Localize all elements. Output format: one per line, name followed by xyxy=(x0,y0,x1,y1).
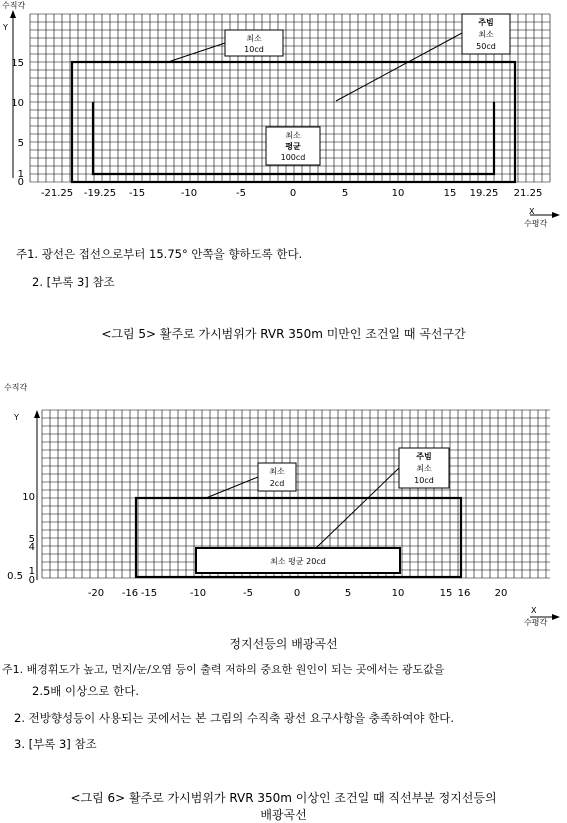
leader-line xyxy=(336,33,462,101)
x-tick-label: 0 xyxy=(289,188,297,199)
y-tick-label: 5 xyxy=(28,534,35,545)
y-arrowhead-icon xyxy=(10,10,16,18)
figure-5-note-1: 주1. 광선은 접선으로부터 15.75° 안쪽을 향하도록 한다. xyxy=(16,247,303,261)
y-tick-label: 10 xyxy=(11,98,24,109)
figure-5-diagram xyxy=(0,0,567,230)
label-text: 최소 xyxy=(246,34,262,43)
figure-6-diagram xyxy=(0,380,567,630)
y-axis-letter: Y xyxy=(3,23,8,32)
x-tick-label: 20 xyxy=(494,588,508,599)
x-tick-label: -10 xyxy=(189,588,207,599)
x-tick-label: -10 xyxy=(180,188,198,199)
leader-line xyxy=(316,468,399,548)
x-tick-label: 16 xyxy=(457,588,471,599)
figure-6-svg xyxy=(0,380,567,630)
label-text: 50cd xyxy=(476,42,496,51)
figure-6-note-3: 3. [부록 3] 참조 xyxy=(14,737,97,751)
y-arrowhead-icon xyxy=(34,410,40,418)
y-tick-label: 5 xyxy=(17,138,24,149)
x-tick-label: 15 xyxy=(443,188,457,199)
x-tick-label: 15 xyxy=(439,588,453,599)
x-axis-letter: X xyxy=(529,207,535,216)
x-tick-label: -21.25 xyxy=(40,188,74,199)
label-text: 최소 xyxy=(269,467,285,476)
label-text: 최소 xyxy=(416,464,432,473)
y-axis-title: 수직각 xyxy=(2,1,26,10)
x-tick-label: 10 xyxy=(391,588,405,599)
y-axis-title: 수직각 xyxy=(4,383,28,392)
figure-5-svg xyxy=(0,0,567,230)
x-tick-label: -5 xyxy=(236,188,246,199)
label-text: 100cd xyxy=(280,153,306,162)
figure-6-subtitle: 정지선등의 배광곡선 xyxy=(229,637,338,651)
x-axis-title: 수평각 xyxy=(524,618,548,627)
y-tick-label: 15 xyxy=(11,58,24,69)
x-tick-label: 10 xyxy=(391,188,405,199)
y-tick-label: 4 xyxy=(28,542,35,553)
x-tick-label: -20 xyxy=(87,588,105,599)
x-tick-label: -19.25 xyxy=(83,188,117,199)
x-tick-label: -5 xyxy=(243,588,253,599)
y-tick-label: 1 xyxy=(28,566,35,577)
x-tick-label: 19.25 xyxy=(469,188,499,199)
y-tick-label: 0 xyxy=(17,177,24,188)
label-text: 2cd xyxy=(269,479,285,488)
figure-5-caption: <그림 5> 활주로 가시범위가 RVR 350m 미만인 조건일 때 곡선구간 xyxy=(101,327,466,341)
label-text: 주빔 xyxy=(478,18,494,27)
figure-6-note-1: 주1. 배경휘도가 높고, 먼지/눈/오염 등이 출력 저하의 중요한 원인이 되는 곳에서는 광도값을 xyxy=(2,663,445,676)
x-axis-title: 수평각 xyxy=(524,219,548,228)
x-tick-label: -15 xyxy=(128,188,146,199)
figure-6-caption-line-2: 배광곡선 xyxy=(260,808,307,822)
label-text: 최소 xyxy=(285,131,301,140)
x-tick-label: 0 xyxy=(293,588,301,599)
x-axis-letter: X xyxy=(531,606,537,615)
y-tick-label: 10 xyxy=(22,492,35,503)
x-tick-label: -15 xyxy=(140,588,158,599)
x-tick-label: 5 xyxy=(341,188,349,199)
y-tick-label: 1 xyxy=(17,169,24,180)
y-axis-letter: Y xyxy=(14,413,19,422)
label-text: 10cd xyxy=(244,45,264,54)
figure-6-note-1-cont: 2.5배 이상으로 한다. xyxy=(32,684,140,698)
label-text: 10cd xyxy=(414,476,434,485)
y-tick-label: 0.5 xyxy=(7,571,23,582)
x-arrowhead-icon xyxy=(552,614,560,620)
x-tick-label: -16 xyxy=(121,588,139,599)
label-text: 최소 xyxy=(478,30,494,39)
figure-6-note-2: 2. 전방향성등이 사용되는 곳에서는 본 그림의 수직축 광선 요구사항을 충족하여야 한다. xyxy=(14,711,454,725)
x-tick-label: 5 xyxy=(344,588,352,599)
y-tick-label: 0 xyxy=(28,575,35,586)
x-tick-label: 21.25 xyxy=(513,188,543,199)
x-arrowhead-icon xyxy=(552,212,560,218)
figure-5-note-2: 2. [부록 3] 참조 xyxy=(32,275,115,289)
label-text: 최소 평균 20cd xyxy=(270,557,326,566)
label-text: 평균 xyxy=(285,142,301,151)
figure-6-caption-line-1: <그림 6> 활주로 가시범위가 RVR 350m 이상인 조건일 때 직선부분 정지선등의 xyxy=(70,791,497,805)
label-text: 주빔 xyxy=(416,452,432,461)
